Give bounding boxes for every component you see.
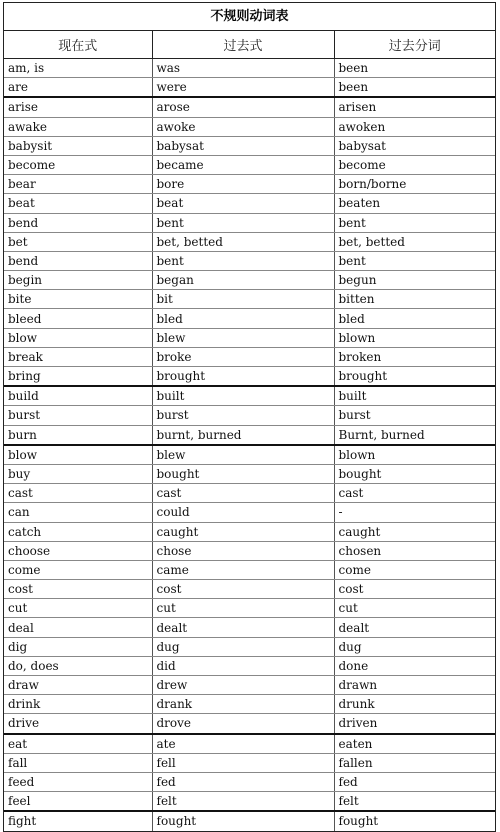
cell-present: bet (4, 232, 152, 251)
cell-present: beat (4, 194, 152, 213)
cell-past: dug (152, 637, 334, 656)
cell-present: choose (4, 541, 152, 560)
table-row (4, 753, 495, 772)
cell-past: broke (152, 347, 334, 366)
cell-present: do, does (4, 656, 152, 675)
cell-past-participle: fed (334, 772, 495, 791)
cell-past: bet, betted (152, 232, 334, 251)
table-row (4, 792, 495, 812)
cell-present: burn (4, 425, 152, 445)
cell-past-participle: begun (334, 271, 495, 290)
cell-past: fed (152, 772, 334, 791)
cell-present: awake (4, 117, 152, 136)
cell-present: build (4, 386, 152, 406)
cell-present: arise (4, 97, 152, 117)
cell-present: fight (8, 814, 37, 829)
table-row (4, 155, 495, 174)
cell-past-participle: bitten (334, 290, 495, 309)
cell-past: became (152, 155, 334, 174)
table-row (4, 503, 495, 522)
cell-past: fell (152, 753, 334, 772)
cell-present: buy (4, 464, 152, 483)
table-row (4, 484, 495, 503)
table-row (4, 464, 495, 483)
cell-past-participle: cast (334, 484, 495, 503)
cell-present: fall (4, 753, 152, 772)
cell-past: came (152, 560, 334, 579)
cell-past-participle: become (334, 155, 495, 174)
cell-past-participle: Burnt, burned (334, 425, 495, 445)
cell-present: can (4, 503, 152, 522)
cell-present: draw (4, 676, 152, 695)
cell-past: blew (152, 328, 334, 347)
table-row (4, 425, 495, 445)
cell-past: cost (152, 580, 334, 599)
cell-present: blow (4, 328, 152, 347)
cell-present: bleed (4, 309, 152, 328)
cell-present: break (4, 347, 152, 366)
cell-past: cut (152, 599, 334, 618)
table-row (4, 695, 495, 714)
cell-present: bend (4, 213, 152, 232)
cell-past: drove (152, 714, 334, 734)
cell-present: feel (4, 792, 152, 812)
cell-present: are (4, 78, 152, 98)
cell-past-participle: blown (334, 328, 495, 347)
cell-past-participle: been (334, 59, 495, 78)
cell-past-participle: fallen (334, 753, 495, 772)
cell-past: caught (152, 522, 334, 541)
cell-past-participle: eaten (334, 734, 495, 754)
table-row (4, 656, 495, 675)
cell-past: bled (152, 309, 334, 328)
cell-past: felt (152, 792, 334, 812)
cell-past: burnt, burned (152, 425, 334, 445)
table-row (4, 580, 495, 599)
table-row (4, 637, 495, 656)
cell-past: brought (152, 367, 334, 387)
cell-past: bought (152, 464, 334, 483)
verb-table-sheet (3, 2, 496, 832)
cell-past: could (152, 503, 334, 522)
cell-past-participle: drunk (334, 695, 495, 714)
table-row (4, 251, 495, 270)
cell-past-participle: babysat (334, 136, 495, 155)
cell-past: bent (152, 251, 334, 270)
cell-past-participle: drawn (334, 676, 495, 695)
table-row (4, 772, 495, 791)
cell-present: begin (4, 271, 152, 290)
cell-past: chose (152, 541, 334, 560)
cell-past-participle: bent (334, 213, 495, 232)
cell-present: cost (4, 580, 152, 599)
table-row (4, 328, 495, 347)
cell-present: feed (4, 772, 152, 791)
table-row (4, 560, 495, 579)
table-row (4, 599, 495, 618)
cell-present: cut (4, 599, 152, 618)
table-row (4, 78, 495, 98)
table-row (4, 97, 495, 117)
cell-past-participle: chosen (334, 541, 495, 560)
cell-present: come (4, 560, 152, 579)
cell-past-participle: arisen (334, 97, 495, 117)
cell-past-participle: built (334, 386, 495, 406)
cell-past: bit (152, 290, 334, 309)
table-row (4, 175, 495, 194)
table-row (4, 232, 495, 251)
header-row (4, 31, 495, 59)
cell-past-participle: blown (334, 445, 495, 465)
cell-past-participle: done (334, 656, 495, 675)
cell-past-participle: - (334, 503, 495, 522)
table-row (4, 445, 495, 465)
table-row (4, 522, 495, 541)
cell-past: arose (152, 97, 334, 117)
cell-present: drink (4, 695, 152, 714)
cell-present: eat (4, 734, 152, 754)
table-body (4, 59, 495, 831)
table-row (4, 811, 495, 830)
cell-past-participle: cost (334, 580, 495, 599)
cell-past-participle: come (334, 560, 495, 579)
header-past: 过去式 (152, 31, 334, 59)
table-row (4, 213, 495, 232)
cell-past: dealt (152, 618, 334, 637)
cell-present: burst (4, 406, 152, 425)
table-row (4, 117, 495, 136)
cell-past: burst (152, 406, 334, 425)
cell-past: drank (152, 695, 334, 714)
cell-past-participle: beaten (334, 194, 495, 213)
cell-present: cast (4, 484, 152, 503)
cell-past-participle: caught (334, 522, 495, 541)
cell-past: drew (152, 676, 334, 695)
cell-present: am, is (4, 59, 152, 78)
cell-present: bend (4, 251, 152, 270)
cell-past-participle: bet, betted (334, 232, 495, 251)
cell-present: blow (4, 445, 152, 465)
table-row (4, 734, 495, 754)
cell-past: awoke (152, 117, 334, 136)
cell-past-participle: brought (334, 367, 495, 387)
cell-past: did (152, 656, 334, 675)
cell-past-participle: burst (334, 406, 495, 425)
table-row (4, 136, 495, 155)
cell-past: built (152, 386, 334, 406)
cell-past-participle: bent (334, 251, 495, 270)
table-row (4, 386, 495, 406)
cell-past: ate (152, 734, 334, 754)
table-row (4, 676, 495, 695)
cell-past-participle: dealt (334, 618, 495, 637)
cell-past: cast (152, 484, 334, 503)
cell-past-participle: born/borne (334, 175, 495, 194)
table-row (4, 367, 495, 387)
table-row (4, 347, 495, 366)
table-row (4, 290, 495, 309)
table-row (4, 194, 495, 213)
cell-present: catch (4, 522, 152, 541)
cell-present: dig (4, 637, 152, 656)
cell-past: beat (152, 194, 334, 213)
cell-past: babysat (152, 136, 334, 155)
table-row (4, 271, 495, 290)
cell-past-participle: broken (334, 347, 495, 366)
cell-past-participle: awoken (334, 117, 495, 136)
table-row (4, 406, 495, 425)
cell-past-participle: cut (334, 599, 495, 618)
cell-past: was (152, 59, 334, 78)
table-title: 不规则动词表 (4, 3, 495, 31)
cell-present: drive (4, 714, 152, 734)
cell-past: bent (152, 213, 334, 232)
cell-past: began (152, 271, 334, 290)
cell-present: bear (4, 175, 152, 194)
header-present: 现在式 (4, 31, 152, 59)
cell-past: fought (152, 811, 334, 830)
cell-past: blew (152, 445, 334, 465)
cell-past-participle: fought (334, 811, 495, 830)
cell-present: babysit (4, 136, 152, 155)
header-past-participle: 过去分词 (334, 31, 495, 59)
table-row (4, 59, 495, 78)
irregular-verb-table (4, 31, 495, 831)
cell-past-participle: felt (334, 792, 495, 812)
cell-past-participle: bled (334, 309, 495, 328)
cell-past: bore (152, 175, 334, 194)
cell-past-participle: bought (334, 464, 495, 483)
cell-past-participle: dug (334, 637, 495, 656)
cell-present: bring (4, 367, 152, 387)
table-row (4, 541, 495, 560)
cell-present: become (4, 155, 152, 174)
cell-past-participle: been (334, 78, 495, 98)
cell-past: were (152, 78, 334, 98)
cell-past-participle: driven (334, 714, 495, 734)
cell-present: bite (4, 290, 152, 309)
table-row (4, 618, 495, 637)
table-row (4, 714, 495, 734)
table-row (4, 309, 495, 328)
cell-present: deal (4, 618, 152, 637)
